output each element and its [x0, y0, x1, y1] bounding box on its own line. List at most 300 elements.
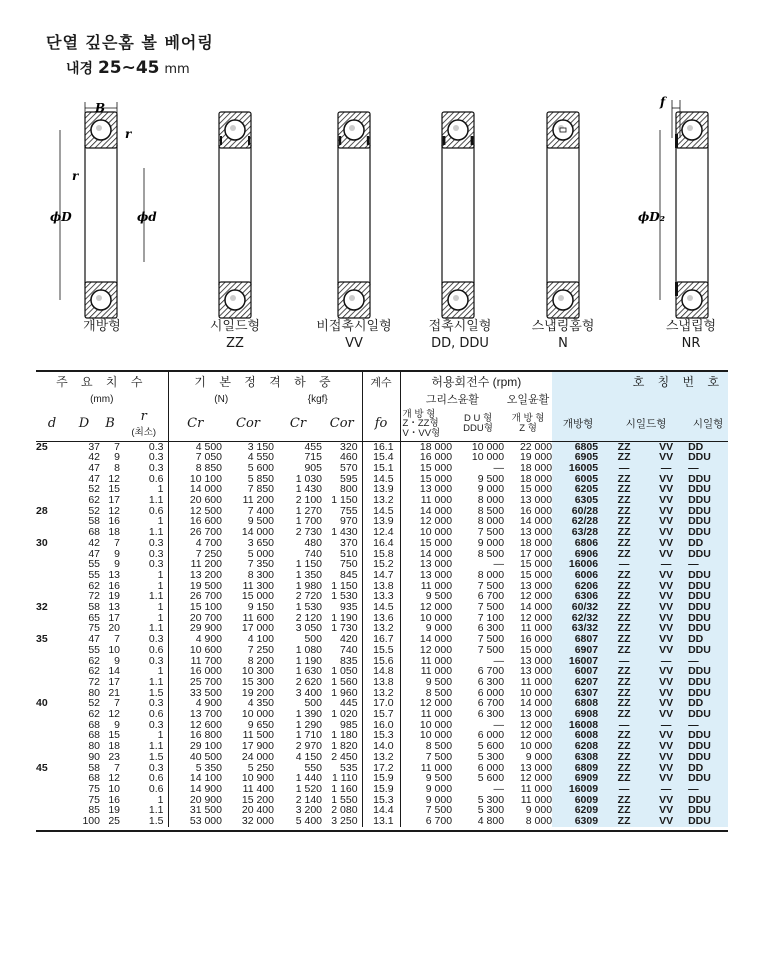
cell-fo: 14.0: [362, 741, 400, 752]
cell-designation-open: 6309: [552, 816, 604, 827]
cell-cor-kgf: 1 960: [331, 686, 358, 699]
cell-grease-du: 7 500: [477, 643, 505, 656]
cell-cr-kgf: 1 530: [295, 601, 322, 614]
cell-designation-open: 6008: [552, 730, 604, 741]
caption-contact-line1: 접촉시일형: [428, 319, 492, 334]
cell-designation-seal: DDU: [688, 795, 728, 806]
cell-cor-n: 8 300: [247, 568, 274, 581]
cell-bore-d: 30: [36, 536, 48, 549]
cell-cor-kgf: 740: [340, 643, 358, 656]
cell-cr-n: 16 000: [168, 666, 222, 677]
cell-B: 9: [114, 558, 120, 571]
cell-r: 0.3: [148, 461, 164, 474]
cell-grease-open: 11 000: [400, 763, 452, 774]
cell-D: 75: [88, 783, 100, 795]
cell-grease-du: 5 300: [477, 804, 505, 817]
cell-oil-open: 10 000: [519, 740, 553, 753]
cell-designation-vv: VV: [644, 484, 688, 495]
cell-r: 1: [157, 568, 164, 581]
cell-bore-d: [36, 773, 68, 784]
cell-grease-du: 6 700: [477, 590, 505, 603]
cell-designation-open: 62/32: [552, 613, 604, 624]
cell-fo: 15.9: [362, 784, 400, 795]
cell-fo: 17.2: [362, 763, 400, 774]
caption-noncontact: [308, 318, 400, 352]
cell-D: 62: [88, 708, 100, 721]
cell-B: 8: [114, 461, 120, 474]
cell-grease-du: 6 300: [477, 708, 505, 721]
cell-cor-n: 10 900: [241, 772, 274, 785]
cell-D: 85: [88, 804, 100, 817]
cell-cr-n: 25 700: [168, 677, 222, 688]
cell-cr-kgf: 1 630: [295, 665, 322, 678]
cell-cor-kgf: 1 050: [331, 665, 358, 678]
cell-oil-open: 14 000: [519, 515, 553, 528]
cell-r: 1: [157, 579, 164, 592]
cell-designation-vv: VV: [644, 752, 688, 763]
hdr-cr-n: Cr: [168, 407, 222, 441]
hdr-open-type: 개방형: [552, 407, 604, 441]
cell-r: 0.6: [148, 772, 164, 785]
cell-designation-vv: VV: [644, 634, 688, 645]
cell-cr-kgf: 1 440: [295, 772, 322, 785]
cell-B: 13: [108, 601, 120, 614]
cell-grease-du: 7 500: [477, 601, 505, 614]
caption-contact: [418, 318, 502, 352]
cell-cor-n: 5 250: [247, 761, 274, 774]
cell-designation-zz: ZZ: [604, 516, 644, 527]
cell-grease-du: 5 600: [477, 740, 505, 753]
cell-bore-d: [36, 559, 68, 570]
cell-fo: 17.0: [362, 698, 400, 709]
cell-oil-open: 13 000: [519, 494, 553, 507]
cell-designation-seal: DDU: [688, 570, 728, 581]
label-D2: ϕD₂: [638, 210, 665, 224]
cell-cr-n: 4 700: [168, 538, 222, 549]
cell-bore-d: [36, 741, 68, 752]
cell-B: 12: [108, 472, 120, 485]
cell-D: 68: [88, 729, 100, 742]
cell-grease-open: 15 000: [400, 474, 452, 485]
cell-fo: 15.3: [362, 730, 400, 741]
cell-designation-open: 16008: [552, 720, 604, 731]
cell-D: 58: [88, 761, 100, 774]
cell-fo: 14.4: [362, 805, 400, 816]
cell-designation-open: 6308: [552, 752, 604, 763]
cell-B: 21: [108, 686, 120, 699]
cell-designation-vv: VV: [644, 741, 688, 752]
cell-fo: 16.0: [362, 720, 400, 731]
cell-B: 19: [108, 804, 120, 817]
cell-cor-kgf: 1 560: [331, 675, 358, 688]
cell-r: 0.3: [148, 718, 164, 731]
cell-cr-kgf: 455: [304, 440, 322, 453]
hdr-r-symbol: r: [140, 409, 147, 425]
cell-cr-kgf: 2 100: [295, 494, 322, 507]
cell-cr-kgf: 550: [304, 761, 322, 774]
cell-cr-kgf: 1 350: [295, 568, 322, 581]
cell-fo: 13.6: [362, 613, 400, 624]
cell-designation-vv: VV: [644, 688, 688, 699]
cell-cor-n: 4 550: [247, 451, 274, 464]
cell-cr-n: 29 900: [168, 623, 222, 634]
cell-designation-zz: ZZ: [604, 538, 644, 549]
cell-bore-d: [36, 474, 68, 485]
cell-grease-du: 10 000: [471, 451, 505, 464]
cell-cr-kgf: 3 200: [295, 804, 322, 817]
cell-r: 0.6: [148, 783, 164, 795]
cell-oil-open: 13 000: [519, 579, 553, 592]
cell-cr-kgf: 500: [304, 633, 322, 646]
page-title: 단열 깊은홈 볼 베어링: [46, 33, 214, 52]
cell-r: 1.1: [148, 622, 164, 635]
cell-r: 0.3: [148, 440, 164, 453]
cell-cor-kgf: 1 190: [331, 611, 358, 624]
cell-cr-kgf: 480: [304, 536, 322, 549]
cell-B: 17: [108, 611, 120, 624]
bearing-cross-section-figures: [0, 90, 760, 320]
table-row: [36, 816, 728, 827]
cell-bore-d: [36, 613, 68, 624]
cell-D: 75: [88, 622, 100, 635]
caption-contact-line2: DD, DDU: [431, 336, 489, 351]
cell-designation-seal: DDU: [688, 645, 728, 656]
cell-bore-d: [36, 581, 68, 592]
cell-designation-vv: VV: [644, 474, 688, 485]
cell-B: 7: [114, 761, 120, 774]
cell-designation-seal: DDU: [688, 613, 728, 624]
cell-cor-kgf: 510: [340, 547, 358, 560]
cell-grease-open: 10 000: [400, 613, 452, 624]
hdr-grease: 그리스윤활: [400, 391, 504, 407]
cell-cr-n: 4 500: [168, 441, 222, 452]
cell-B: 25: [108, 815, 120, 828]
cell-grease-du: 9 500: [477, 472, 505, 485]
cell-r: 0.3: [148, 536, 164, 549]
cell-grease-du: 9 000: [477, 536, 505, 549]
cell-oil-open: 13 000: [519, 708, 553, 721]
cell-oil-open: 12 000: [519, 590, 553, 603]
cell-D: 58: [88, 601, 100, 614]
cell-grease-open: 10 000: [400, 720, 452, 731]
caption-snapgroove-line2: N: [558, 336, 568, 351]
cell-designation-vv: VV: [644, 645, 688, 656]
cell-D: 55: [88, 558, 100, 571]
cell-cr-n: 7 050: [168, 452, 222, 463]
cell-cor-kgf: 595: [340, 472, 358, 485]
cell-bore-d: [36, 784, 68, 795]
cell-cr-n: 15 100: [168, 602, 222, 613]
cell-cor-kgf: 445: [340, 697, 358, 710]
cell-cor-kgf: 1 150: [331, 579, 358, 592]
cell-oil-open: 11 000: [520, 622, 553, 635]
cell-designation-zz: ZZ: [604, 688, 644, 699]
cell-cr-kgf: 1 150: [295, 558, 322, 571]
cell-designation-zz: ZZ: [604, 549, 644, 560]
cell-cr-n: 4 900: [168, 698, 222, 709]
cell-r: 0.6: [148, 643, 164, 656]
cell-oil-open: 18 000: [519, 472, 553, 485]
cell-bore-d: 40: [36, 697, 48, 710]
label-d: ϕd: [137, 210, 157, 224]
cell-r: 1.1: [148, 804, 164, 817]
cell-designation-vv: VV: [644, 613, 688, 624]
label-B: B: [95, 101, 106, 115]
cell-cor-kgf: 1 150: [331, 494, 358, 507]
cell-grease-open: 12 000: [400, 516, 452, 527]
cell-designation-open: 6907: [552, 645, 604, 656]
cell-oil-open: 9 000: [525, 804, 553, 817]
cell-bore-d: [36, 570, 68, 581]
cell-designation-zz: ZZ: [604, 591, 644, 602]
cell-grease-open: 16 000: [400, 452, 452, 463]
cell-bore-d: [36, 645, 68, 656]
cell-designation-open: 16005: [552, 463, 604, 474]
cell-cr-kgf: 500: [304, 697, 322, 710]
cell-designation-zz: ZZ: [604, 805, 644, 816]
label-f: f: [660, 95, 666, 109]
cell-grease-open: 13 000: [400, 570, 452, 581]
cell-cor-n: 11 500: [242, 729, 274, 742]
cell-cor-kgf: 535: [340, 761, 358, 774]
cell-designation-seal: DD: [688, 441, 728, 452]
cell-fo: 13.8: [362, 677, 400, 688]
cell-cor-n: 15 300: [241, 675, 274, 688]
cell-r: 1: [157, 515, 164, 528]
cell-D: 55: [88, 643, 100, 656]
cell-cor-n: 17 900: [241, 740, 274, 753]
cell-cor-n: 9 500: [247, 515, 274, 528]
cell-designation-zz: ZZ: [604, 752, 644, 763]
cell-designation-vv: VV: [644, 506, 688, 517]
cell-oil-open: 15 000: [519, 568, 553, 581]
cell-B: 10: [108, 643, 120, 656]
cell-grease-open: 14 000: [400, 549, 452, 560]
cell-cr-kgf: 4 150: [295, 750, 322, 763]
cell-grease-open: 13 000: [400, 484, 452, 495]
label-r-top: r: [125, 127, 132, 141]
cell-cor-kgf: 1 530: [331, 590, 358, 603]
cell-r: 1.1: [148, 526, 164, 539]
bearing-spec-table: [36, 370, 728, 832]
cell-cor-n: 7 350: [247, 558, 274, 571]
hdr-grease-open-l3: V・VV형: [402, 427, 441, 439]
table-row: [36, 538, 728, 549]
cell-cor-n: 17 000: [241, 622, 274, 635]
cell-D: 37: [88, 440, 100, 453]
cell-bore-d: 32: [36, 601, 48, 614]
cell-B: 12: [108, 708, 120, 721]
cell-bore-d: [36, 805, 68, 816]
caption-snapring-line1: 스냅립형: [665, 319, 717, 334]
cell-B: 16: [108, 793, 120, 806]
cell-grease-open: 8 500: [400, 741, 452, 752]
cell-r: 1.5: [148, 750, 164, 763]
cell-designation-seal: DDU: [688, 495, 728, 506]
hdr-main-dims: 주 요 치 수: [56, 375, 148, 389]
cell-designation-vv: VV: [644, 816, 688, 827]
cell-designation-open: 6306: [552, 591, 604, 602]
hdr-grease-du-l1: D U 형: [463, 413, 493, 425]
cell-designation-zz: —: [604, 784, 644, 795]
hdr-shield-type: 시일드형: [604, 407, 688, 441]
hdr-grease-du: [452, 407, 504, 441]
hdr-oil-open-l2: Z 형: [519, 422, 537, 434]
cell-bore-d: [36, 720, 68, 731]
cell-cor-n: 7 850: [247, 483, 274, 496]
cell-designation-vv: VV: [644, 549, 688, 560]
cell-designation-vv: —: [644, 559, 688, 570]
cell-B: 18: [108, 740, 120, 753]
hdr-designation: 호 칭 번 호: [552, 371, 728, 391]
cell-r: 0.3: [148, 451, 164, 464]
cell-oil-open: 13 000: [519, 761, 553, 774]
cell-grease-du: 6 000: [477, 761, 505, 774]
caption-noncontact-line2: VV: [345, 336, 363, 351]
cell-cr-kgf: 1 980: [295, 579, 322, 592]
cell-D: 52: [88, 697, 100, 710]
cell-designation-vv: —: [644, 656, 688, 667]
cell-cor-kgf: 570: [340, 461, 358, 474]
cell-oil-open: 11 000: [520, 783, 553, 795]
cell-D: 75: [88, 793, 100, 806]
cell-bore-d: [36, 816, 68, 827]
cell-designation-seal: DDU: [688, 773, 728, 784]
cell-designation-zz: ZZ: [604, 730, 644, 741]
cell-fo: 15.9: [362, 773, 400, 784]
cell-fo: 13.3: [362, 591, 400, 602]
cell-r: 1.1: [148, 740, 164, 753]
caption-snapring: [655, 318, 727, 352]
cell-B: 9: [114, 718, 120, 731]
cell-oil-open: 11 000: [520, 793, 553, 806]
cell-designation-vv: VV: [644, 709, 688, 720]
cell-cr-kgf: 3 400: [295, 686, 322, 699]
cell-cor-kgf: 1 730: [331, 622, 358, 635]
cell-grease-du: 6 300: [477, 622, 505, 635]
cell-designation-vv: VV: [644, 452, 688, 463]
cell-cr-n: 19 500: [168, 581, 222, 592]
cell-grease-du: 7 500: [477, 633, 505, 646]
cell-designation-open: 6807: [552, 634, 604, 645]
cell-B: 15: [108, 483, 120, 496]
cell-fo: 14.7: [362, 570, 400, 581]
cell-designation-zz: ZZ: [604, 495, 644, 506]
table-row: [36, 752, 728, 763]
cell-grease-du: 5 600: [477, 772, 505, 785]
cell-designation-seal: DD: [688, 698, 728, 709]
figure-nonContact-vv: [338, 112, 370, 318]
cell-cr-n: 10 600: [168, 645, 222, 656]
cell-designation-open: 6909: [552, 773, 604, 784]
cell-cor-kgf: 1 110: [332, 772, 358, 785]
cell-grease-open: 7 500: [400, 805, 452, 816]
cell-cor-n: 10 300: [241, 665, 274, 678]
cell-r: 0.3: [148, 633, 164, 646]
cell-cor-kgf: 1 180: [331, 729, 358, 742]
cell-D: 42: [88, 536, 100, 549]
cell-cor-kgf: 835: [340, 654, 358, 667]
cell-designation-zz: —: [604, 559, 644, 570]
cell-designation-seal: DDU: [688, 805, 728, 816]
cell-cr-kgf: 5 400: [295, 815, 322, 828]
cell-designation-open: 63/32: [552, 623, 604, 634]
table-bottom-rule-cell: [36, 827, 728, 831]
cell-designation-open: 6205: [552, 484, 604, 495]
cell-oil-open: 12 000: [519, 611, 553, 624]
cell-B: 7: [114, 536, 120, 549]
cell-oil-open: 8 000: [525, 815, 553, 828]
cell-grease-open: 14 000: [400, 506, 452, 517]
cell-cr-n: 11 700: [168, 656, 222, 667]
hdr-cor-n: Cor: [236, 416, 260, 432]
cell-r: 0.6: [148, 472, 164, 485]
cell-B: 14: [108, 665, 120, 678]
cell-bore-d: 28: [36, 504, 48, 517]
cell-designation-zz: —: [604, 463, 644, 474]
cell-B: 16: [108, 515, 120, 528]
cell-cr-n: 33 500: [168, 688, 222, 699]
cell-oil-open: 9 000: [525, 750, 553, 763]
cell-cor-n: 3 150: [247, 440, 274, 453]
cell-designation-seal: DDU: [688, 677, 728, 688]
cell-designation-seal: DDU: [688, 666, 728, 677]
cell-D: 55: [88, 568, 100, 581]
hdr-basic-load: 기 본 정 격 하 중: [168, 371, 362, 391]
cell-cor-kgf: 750: [340, 558, 358, 571]
cell-designation-zz: ZZ: [604, 602, 644, 613]
cell-fo: 13.8: [362, 581, 400, 592]
cell-fo: 13.9: [362, 484, 400, 495]
cell-cr-kgf: 1 710: [295, 729, 322, 742]
cell-designation-vv: VV: [644, 623, 688, 634]
cell-grease-du: 7 100: [477, 611, 505, 624]
cell-designation-vv: VV: [644, 570, 688, 581]
cell-designation-vv: VV: [644, 666, 688, 677]
cell-grease-du: 4 800: [477, 815, 505, 828]
cell-B: 7: [114, 440, 120, 453]
cell-cr-n: 10 100: [168, 474, 222, 485]
cell-cr-n: 20 700: [168, 613, 222, 624]
cell-designation-zz: —: [604, 656, 644, 667]
cell-designation-seal: DDU: [688, 602, 728, 613]
cell-oil-open: 19 000: [519, 451, 553, 464]
cell-designation-open: 6206: [552, 581, 604, 592]
cell-fo: 16.1: [362, 441, 400, 452]
cell-D: 58: [88, 515, 100, 528]
cell-cor-kgf: 1 020: [331, 708, 358, 721]
cell-designation-open: 6005: [552, 474, 604, 485]
cell-oil-open: 18 000: [519, 461, 553, 474]
cell-oil-open: 11 000: [520, 675, 553, 688]
cell-grease-open: 11 000: [400, 656, 452, 667]
cell-oil-open: 16 000: [519, 504, 553, 517]
caption-shield-line1: 시일드형: [209, 319, 261, 334]
cell-fo: 15.7: [362, 709, 400, 720]
cell-grease-open: 12 000: [400, 602, 452, 613]
cell-grease-open: 11 000: [400, 666, 452, 677]
cell-designation-seal: DDU: [688, 752, 728, 763]
cell-designation-open: 6906: [552, 549, 604, 560]
hdr-d: d: [47, 416, 57, 432]
hdr-main-dims-unit: (mm): [90, 393, 114, 405]
cell-B: 9: [114, 654, 120, 667]
cell-designation-vv: VV: [644, 516, 688, 527]
cell-B: 12: [108, 772, 120, 785]
cell-D: 68: [88, 772, 100, 785]
cell-designation-zz: ZZ: [604, 795, 644, 806]
cell-cr-n: 11 200: [168, 559, 222, 570]
